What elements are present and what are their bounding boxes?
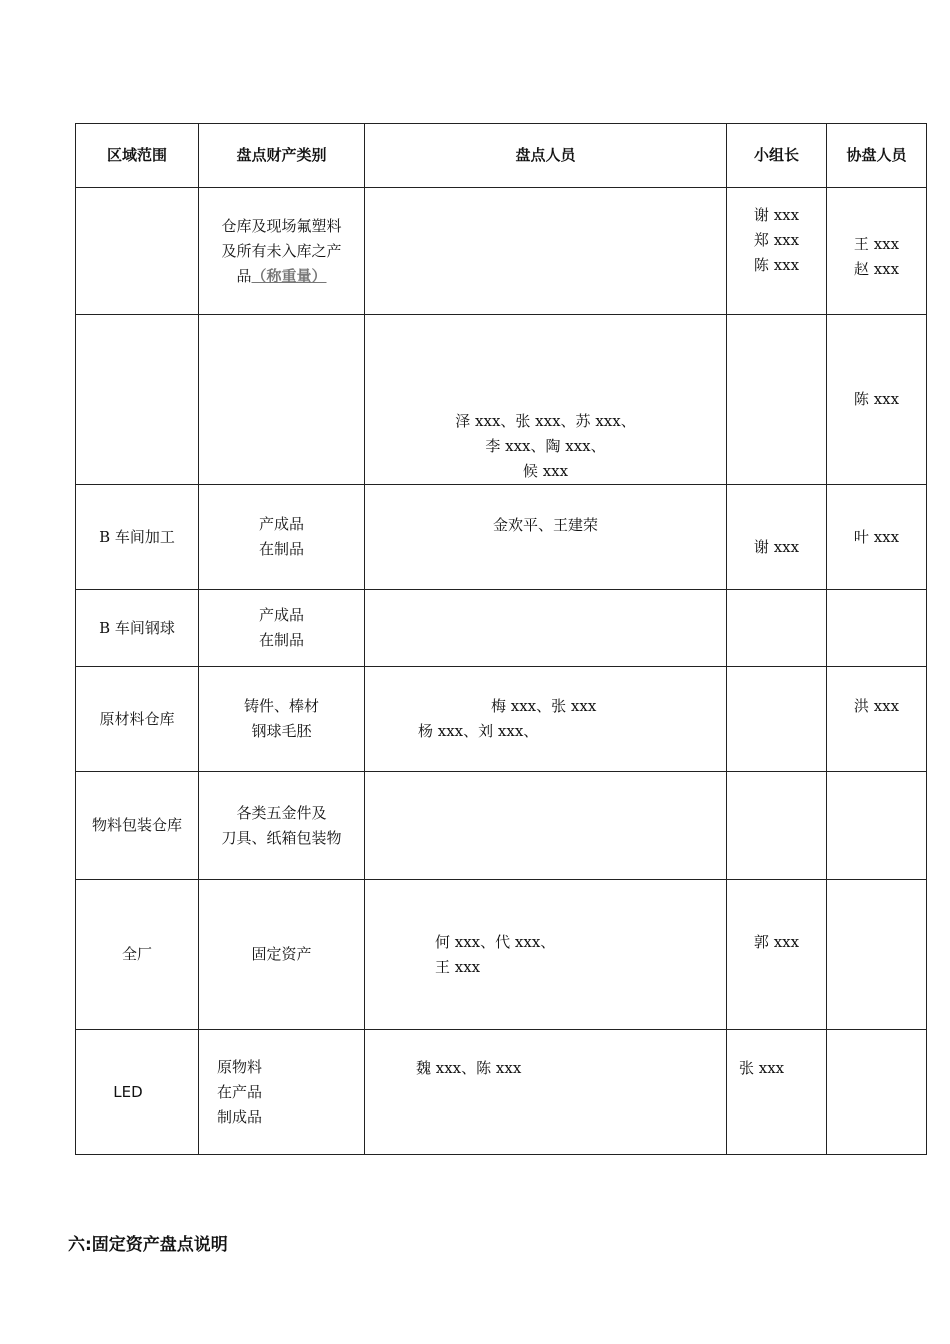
- table-row: [76, 315, 927, 485]
- table-row: [76, 590, 927, 667]
- cell-leader: [727, 880, 827, 1030]
- cell-category: [199, 1030, 365, 1155]
- header-leader: 小组长: [727, 124, 827, 188]
- category-line: 钢球毛胚: [251, 722, 312, 740]
- cell-category: [199, 188, 365, 315]
- assist-name: 王 xxx: [853, 235, 900, 253]
- cell-area: [76, 315, 199, 485]
- area-led: LED: [113, 1082, 143, 1101]
- cell-area: [76, 188, 199, 315]
- staff-line: 杨 xxx、刘 xxx、: [418, 722, 539, 740]
- header-area: 区域范围: [76, 124, 199, 188]
- category-line: 制成品: [217, 1107, 263, 1126]
- assist-name: 叶 xxx: [853, 527, 900, 546]
- leader-name: 郭 xxx: [753, 933, 800, 951]
- category-line: [199, 264, 364, 289]
- cell-leader: [727, 188, 827, 315]
- table-row: [76, 880, 927, 1030]
- leader-name: 郑 xxx: [753, 231, 800, 249]
- table-row: [76, 1030, 927, 1155]
- category-line: 刀具、纸箱包装物: [221, 828, 342, 847]
- cell-area: [76, 1030, 199, 1155]
- staff-line: 泽 xxx、张 xxx、苏 xxx、: [455, 412, 636, 430]
- cell-staff: [365, 485, 727, 590]
- cell-area: 全厂: [76, 880, 199, 1030]
- staff-line: 魏 xxx、陈 xxx: [416, 1059, 522, 1077]
- category-line-prefix: 品: [236, 266, 252, 285]
- cell-staff: [365, 188, 727, 315]
- cell-assist: [827, 1030, 927, 1155]
- category-line: 产成品: [258, 606, 304, 624]
- category-line: 原物料: [217, 1057, 263, 1076]
- category-line: 产成品: [258, 515, 304, 533]
- table-row: [76, 485, 927, 590]
- staff-line: 金欢平、王建荣: [492, 516, 598, 534]
- cell-leader: [727, 667, 827, 772]
- header-assist: 协盘人员: [827, 124, 927, 188]
- cell-assist: [827, 590, 927, 667]
- staff-line: 梅 xxx、张 xxx: [491, 697, 597, 715]
- cell-category: [199, 315, 365, 485]
- assist-name: 洪 xxx: [853, 697, 900, 715]
- cell-area: B 车间加工: [76, 485, 199, 590]
- cell-assist: [827, 667, 927, 772]
- cell-category: [199, 485, 365, 590]
- category-line: 在制品: [258, 631, 304, 649]
- cell-leader: [727, 590, 827, 667]
- cell-assist: [827, 772, 927, 880]
- table-header-row: [76, 124, 927, 188]
- header-staff: 盘点人员: [365, 124, 727, 188]
- staff-line: 李 xxx、陶 xxx、: [485, 437, 606, 455]
- cell-area: B 车间钢球: [76, 590, 199, 667]
- cell-area: 原材料仓库: [76, 667, 199, 772]
- category-line: 铸件、棒材: [243, 697, 319, 715]
- cell-staff: [365, 772, 727, 880]
- inventory-assignment-table: [75, 123, 927, 1155]
- cell-assist: [827, 880, 927, 1030]
- header-category: 盘点财产类别: [199, 124, 365, 188]
- table-row: [76, 188, 927, 315]
- cell-leader: [727, 315, 827, 485]
- category-line: 在制品: [258, 540, 304, 558]
- cell-category: [199, 590, 365, 667]
- leader-name: 张 xxx: [739, 1059, 785, 1077]
- staff-line: 王 xxx: [435, 957, 481, 976]
- category-line: 各类五金件及: [236, 803, 327, 822]
- cell-leader: [727, 772, 827, 880]
- cell-assist: [827, 188, 927, 315]
- cell-leader: [727, 1030, 827, 1155]
- cell-category: [199, 772, 365, 880]
- cell-area: 物料包装仓库: [76, 772, 199, 880]
- cell-staff: [365, 1030, 727, 1155]
- table-row: [76, 772, 927, 880]
- cell-staff: [365, 667, 727, 772]
- staff-line: 何 xxx、代 xxx、: [435, 932, 556, 951]
- cell-leader: [727, 485, 827, 590]
- assist-name: 陈 xxx: [853, 390, 900, 408]
- leader-name: 谢 xxx: [753, 206, 800, 224]
- category-line: 仓库及现场氟塑料: [221, 216, 342, 235]
- section-title: 六:固定资产盘点说明: [68, 1235, 228, 1255]
- assist-name: 赵 xxx: [853, 260, 900, 278]
- cell-assist: [827, 315, 927, 485]
- leader-name: 谢 xxx: [753, 537, 800, 556]
- cell-category: [199, 667, 365, 772]
- cell-staff: [365, 315, 727, 485]
- weighing-note: （称重量）: [251, 266, 327, 285]
- category-line: 在产品: [217, 1082, 263, 1101]
- cell-category: [199, 880, 365, 1030]
- cell-staff: [365, 880, 727, 1030]
- category-line: 固定资产: [251, 945, 312, 963]
- cell-staff: [365, 590, 727, 667]
- cell-assist: [827, 485, 927, 590]
- table-row: [76, 667, 927, 772]
- leader-name: 陈 xxx: [753, 256, 800, 274]
- staff-line: 候 xxx: [522, 462, 569, 480]
- category-line: 及所有未入库之产: [221, 241, 342, 260]
